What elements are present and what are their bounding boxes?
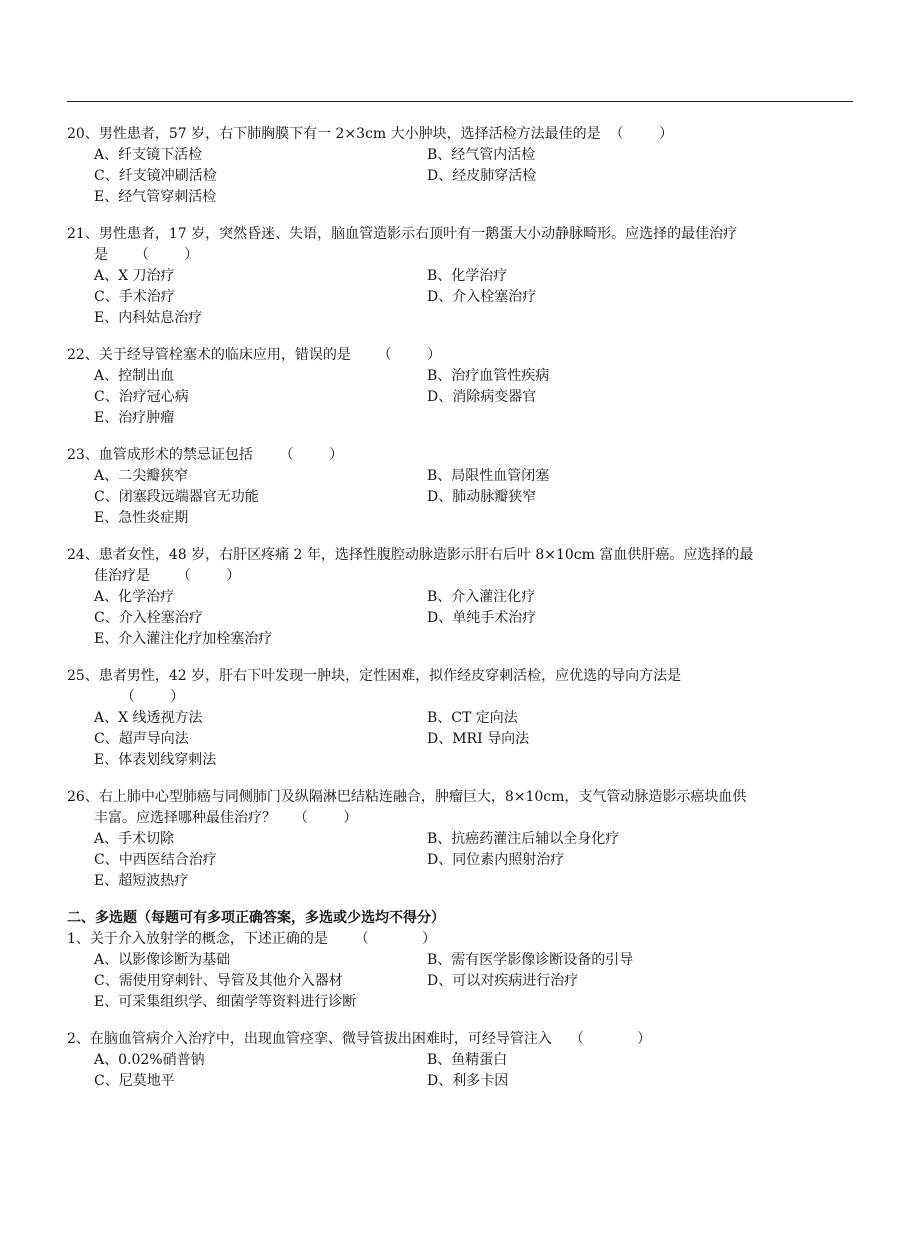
option-c: C、超声导向法	[94, 731, 189, 747]
option-c: C、治疗冠心病	[94, 389, 189, 405]
option-row	[67, 1071, 853, 1092]
question-24	[67, 545, 853, 650]
option-b: B、治疗血管性疾病	[427, 368, 550, 384]
option-row	[67, 145, 853, 166]
option-b: B、CT 定向法	[427, 710, 518, 726]
question-stem: 24、患者女性，48 岁，右肝区疼痛 2 年，选择性腹腔动脉造影示肝右后叶 8×10cm 富血供肝癌。应选择的最	[67, 547, 754, 563]
option-e: E、内科姑息治疗	[94, 310, 203, 326]
option-c: C、中西医结合治疗	[94, 852, 217, 868]
option-d: D、肺动脉瓣狭窄	[427, 489, 537, 505]
option-c: C、尼莫地平	[94, 1073, 175, 1089]
option-row	[67, 871, 853, 892]
question-stem-continued: 佳治疗是 （ ）	[94, 568, 241, 584]
option-row	[67, 992, 853, 1013]
question-23	[67, 445, 853, 529]
option-row	[67, 829, 853, 850]
option-e: E、治疗肿瘤	[94, 410, 175, 426]
question-stem: 2、在脑血管病介入治疗中，出现血管痉挛、微导管拔出困难时，可经导管注入 （ ）	[67, 1031, 652, 1047]
option-row	[67, 487, 853, 508]
option-d: D、MRI 导向法	[427, 731, 530, 747]
question-stem-continued: 是 （ ）	[94, 247, 199, 263]
option-row	[67, 266, 853, 287]
option-row	[67, 750, 853, 771]
option-b: B、介入灌注化疗	[427, 589, 536, 605]
option-row	[67, 508, 853, 529]
option-a: A、0.02%硝普钠	[94, 1052, 205, 1068]
question-stem: 20、男性患者，57 岁，右下肺胸膜下有一 2×3cm 大小肿块，选择活检方法最佳的是 （ ）	[67, 126, 674, 142]
option-b: B、需有医学影像诊断设备的引导	[427, 952, 634, 968]
option-d: D、介入栓塞治疗	[427, 289, 537, 305]
question-stem: 21、男性患者，17 岁，突然昏迷、失语，脑血管造影示右顶叶有一鹅蛋大小动静脉畸形。应选择的最佳治疗	[67, 226, 738, 242]
option-c: C、介入栓塞治疗	[94, 610, 203, 626]
option-a: A、控制出血	[94, 368, 175, 384]
option-e: E、介入灌注化疗加栓塞治疗	[94, 631, 273, 647]
option-row	[67, 408, 853, 429]
option-a: A、二尖瓣狭窄	[94, 468, 189, 484]
option-row	[67, 587, 853, 608]
option-c: C、闭塞段远端器官无功能	[94, 489, 259, 505]
option-d: D、利多卡因	[427, 1073, 509, 1089]
question-25	[67, 666, 853, 771]
option-row	[67, 708, 853, 729]
option-a: A、纤支镜下活检	[94, 147, 203, 163]
option-e: E、可采集组织学、细菌学等资料进行诊断	[94, 994, 357, 1010]
option-d: D、经皮肺穿活检	[427, 168, 537, 184]
header-rule	[67, 101, 853, 102]
option-b: B、经气管内活检	[427, 147, 536, 163]
option-row	[67, 729, 853, 750]
option-d: D、同位素内照射治疗	[427, 852, 565, 868]
option-row	[67, 287, 853, 308]
multi-question-2	[67, 1029, 853, 1092]
option-b: B、化学治疗	[427, 268, 508, 284]
exam-content	[67, 124, 853, 1108]
option-row	[67, 850, 853, 871]
question-stem-continued: （ ）	[94, 689, 185, 705]
section-heading: 二、多选题（每题可有多项正确答案，多选或少选均不得分）	[67, 910, 445, 926]
option-e: E、经气管穿刺活检	[94, 189, 217, 205]
option-c: C、纤支镜冲刷活检	[94, 168, 217, 184]
question-20	[67, 124, 853, 208]
option-row	[67, 466, 853, 487]
option-d: D、可以对疾病进行治疗	[427, 973, 579, 989]
option-e: E、急性炎症期	[94, 510, 189, 526]
question-stem-continued: 丰富。应选择哪种最佳治疗？ （ ）	[94, 810, 358, 826]
option-row	[67, 308, 853, 329]
question-stem: 22、关于经导管栓塞术的临床应用，错误的是 （ ）	[67, 347, 442, 363]
multi-question-1	[67, 929, 853, 1013]
question-22	[67, 345, 853, 429]
option-a: A、手术切除	[94, 831, 175, 847]
question-stem: 25、患者男性，42 岁，肝右下叶发现一肿块，定性困难，拟作经皮穿刺活检，应优选的导向方法是	[67, 668, 682, 684]
option-row	[67, 971, 853, 992]
option-row	[67, 950, 853, 971]
option-e: E、超短波热疗	[94, 873, 189, 889]
option-row	[67, 187, 853, 208]
option-row	[67, 629, 853, 650]
option-c: C、需使用穿刺针、导管及其他介入器材	[94, 973, 343, 989]
option-e: E、体表划线穿刺法	[94, 752, 217, 768]
option-b: B、鱼精蛋白	[427, 1052, 508, 1068]
option-a: A、X 刀治疗	[94, 268, 175, 284]
question-26	[67, 787, 853, 892]
option-b: B、局限性血管闭塞	[427, 468, 550, 484]
option-row	[67, 387, 853, 408]
option-b: B、抗癌药灌注后辅以全身化疗	[427, 831, 620, 847]
option-d: D、消除病变器官	[427, 389, 537, 405]
option-c: C、手术治疗	[94, 289, 175, 305]
option-d: D、单纯手术治疗	[427, 610, 537, 626]
question-stem: 26、右上肺中心型肺癌与同侧肺门及纵隔淋巴结粘连融合，肿瘤巨大，8×10cm，支气管动脉造影示癌块血供	[67, 789, 747, 805]
question-stem: 23、血管成形术的禁忌证包括 （ ）	[67, 447, 344, 463]
option-a: A、X 线透视方法	[94, 710, 203, 726]
option-row	[67, 366, 853, 387]
question-stem: 1、关于介入放射学的概念，下述正确的是 （ ）	[67, 931, 437, 947]
option-a: A、以影像诊断为基础	[94, 952, 231, 968]
question-21	[67, 224, 853, 329]
option-a: A、化学治疗	[94, 589, 175, 605]
option-row	[67, 166, 853, 187]
option-row	[67, 1050, 853, 1071]
option-row	[67, 608, 853, 629]
